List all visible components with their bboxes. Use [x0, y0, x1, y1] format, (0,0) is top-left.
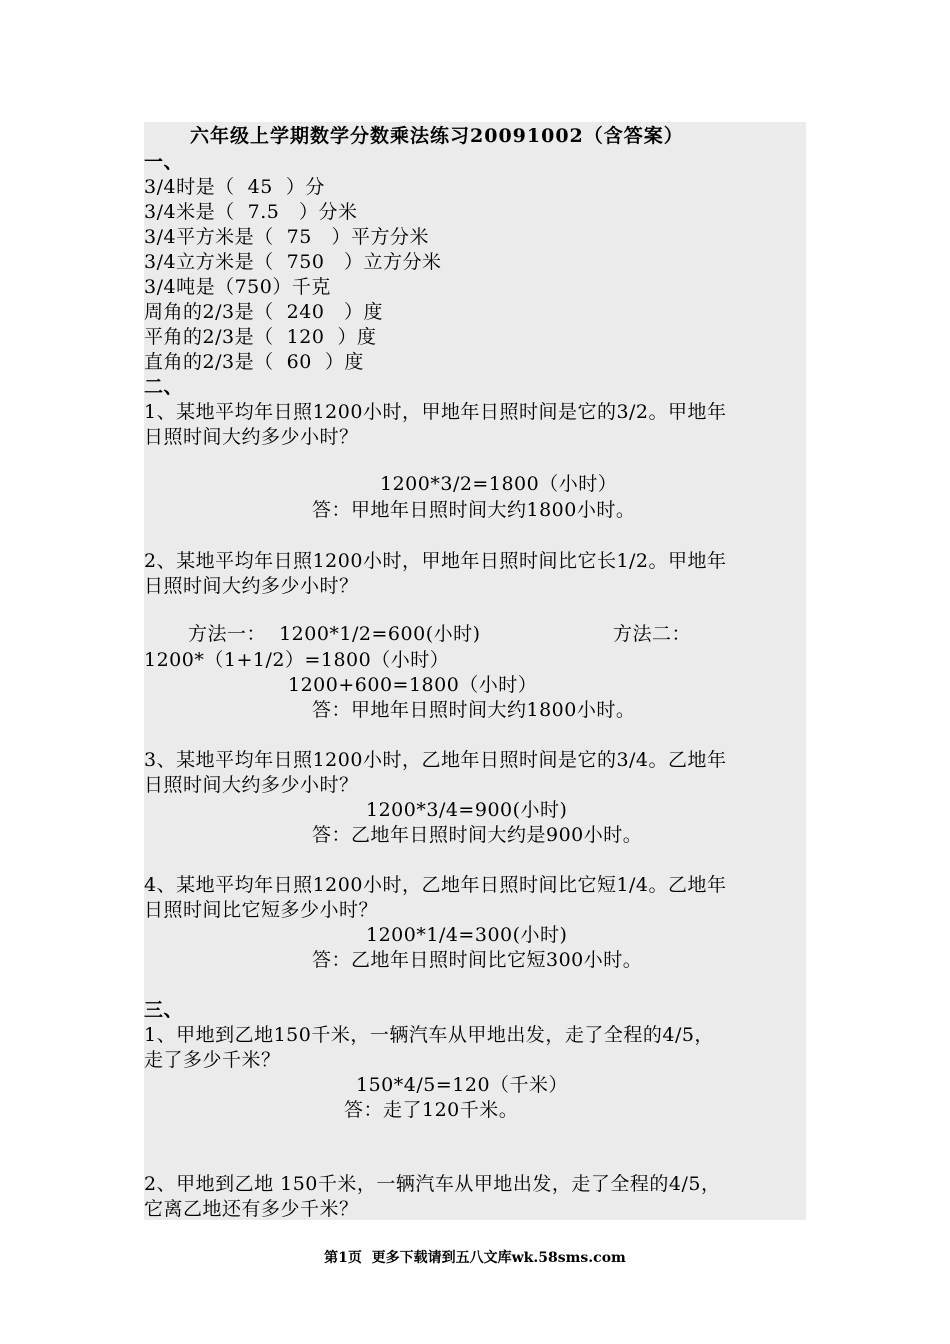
calculation: 150*4/5=120（千米） — [356, 1074, 569, 1096]
calculation: 1200*（1+1/2）=1800（小时） — [144, 649, 450, 671]
answer: 答：甲地年日照时间大约1800小时。 — [312, 499, 636, 521]
question-text: 日照时间大约多少小时？ — [144, 774, 359, 796]
question-text: 日照时间比它短多少小时？ — [144, 899, 379, 921]
list-item: 3/4立方米是（ 750 ）立方分米 — [144, 251, 442, 273]
question-text: 4、某地平均年日照1200小时，乙地年日照时间比它短1/4。乙地年 — [144, 874, 727, 896]
list-item: 周角的2/3是（ 240 ）度 — [144, 301, 384, 323]
calculation: 1200*1/4=300(小时) — [366, 924, 568, 946]
section1-heading: 一、 — [144, 151, 184, 173]
list-item: 3/4米是（ 7.5 ）分米 — [144, 201, 358, 223]
page-title: 六年级上学期数学分数乘法练习20091002（含答案） — [190, 125, 684, 147]
question-text: 3、某地平均年日照1200小时，乙地年日照时间是它的3/4。乙地年 — [144, 749, 727, 771]
question-text: 日照时间大约多少小时？ — [144, 426, 359, 448]
list-item: 3/4时是（ 45 ）分 — [144, 176, 325, 198]
list-item: 3/4吨是（750）千克 — [144, 276, 331, 298]
question-text: 1、甲地到乙地150千米，一辆汽车从甲地出发，走了全程的4/5， — [144, 1024, 714, 1046]
section3-heading: 三、 — [144, 999, 184, 1021]
method-one: 方法一： 1200*1/2=600(小时) — [188, 623, 481, 645]
page-footer: 第1页 更多下载请到五八文库wk.58sms.com — [324, 1250, 626, 1266]
document-body — [144, 122, 806, 1220]
list-item: 3/4平方米是（ 75 ）平方分米 — [144, 226, 429, 248]
question-text: 1、某地平均年日照1200小时，甲地年日照时间是它的3/2。甲地年 — [144, 401, 727, 423]
question-text: 它离乙地还有多少千米？ — [144, 1198, 359, 1220]
answer: 答：走了120千米。 — [344, 1099, 519, 1121]
question-text: 日照时间大约多少小时？ — [144, 575, 359, 597]
section2-heading: 二、 — [144, 376, 184, 398]
question-text: 2、甲地到乙地 150千米，一辆汽车从甲地出发，走了全程的4/5， — [144, 1173, 721, 1195]
calculation: 1200+600=1800（小时） — [288, 674, 538, 696]
answer: 答：甲地年日照时间大约1800小时。 — [312, 699, 636, 721]
calculation: 1200*3/4=900(小时) — [366, 799, 568, 821]
calculation: 1200*3/2=1800（小时） — [380, 473, 618, 495]
question-text: 2、某地平均年日照1200小时，甲地年日照时间比它长1/2。甲地年 — [144, 550, 727, 572]
answer: 答：乙地年日照时间比它短300小时。 — [312, 949, 643, 971]
answer: 答：乙地年日照时间大约是900小时。 — [312, 824, 643, 846]
method-two-label: 方法二： — [613, 623, 692, 645]
list-item: 直角的2/3是（ 60 ）度 — [144, 351, 364, 373]
question-text: 走了多少千米？ — [144, 1049, 281, 1071]
list-item: 平角的2/3是（ 120 ）度 — [144, 326, 377, 348]
